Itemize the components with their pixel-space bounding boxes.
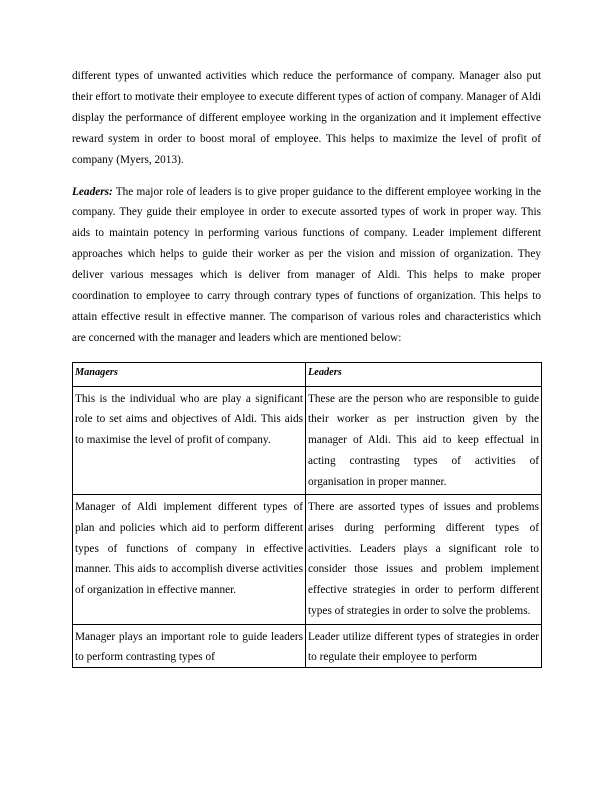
table-cell-leaders <box>306 624 542 667</box>
comparison-table <box>72 362 542 668</box>
leaders-label: Leaders: <box>72 185 113 198</box>
document-page <box>72 66 541 668</box>
table-cell-leaders: There are assorted types of issues and problems arises during performing different types of activities. Leaders plays a significant role to consider those issues and problem implement effective strategies in order to perform different types of strategies in order to solve the problems. <box>306 495 542 624</box>
header-managers: Managers <box>73 362 306 386</box>
table-cell-text: Manager plays an important role to guide leaders to perform contrasting types of <box>75 630 303 664</box>
intro-paragraph: different types of unwanted activities which reduce the performance of company. Manager also put their effort to motivate their employee to execute different types of action of company. Manager of Aldi display the performance of different employee working in the organization and it implement effective reward system in order to boost moral of employee. This helps to maximize the level of profit of company (Myers, 2013). <box>72 70 541 166</box>
header-leaders: Leaders <box>306 362 542 386</box>
table-header-row <box>73 362 542 386</box>
table-row <box>73 495 542 624</box>
table-cell-managers: Manager of Aldi implement different types of plan and policies which aid to perform different types of functions of company in effective manner. This aids to accomplish diverse activities of organization in effective manner. <box>73 495 306 624</box>
table-cell-text: Leader utilize different types of strategies in order to regulate their employee to perform <box>308 630 539 664</box>
table-cell-managers <box>73 624 306 667</box>
table-cell-leaders: These are the person who are responsible to guide their worker as per instruction given by the manager of Aldi. This aid to keep effectual in acting contrasting types of activities of organisation in proper manner. <box>306 386 542 495</box>
leaders-paragraph-text: The major role of leaders is to give proper guidance to the different employee working in the company. They guide their employee in order to execute assorted types of work in proper way. This aids to maintain potency in performing various functions of company. Leader implement different approaches which helps to guide their worker as per the vision and mission of organization. They deliver various messages which is deliver from manager of Aldi. This helps to make proper coordination to employee to carry through contrary types of functions of organization. This helps to attain effective result in effective manner. The comparison of various roles and characteristics which are concerned with the manager and leaders which are mentioned below: <box>72 185 541 344</box>
leaders-paragraph <box>72 182 541 349</box>
table-row <box>73 386 542 495</box>
table-row <box>73 624 542 667</box>
table-cell-managers: This is the individual who are play a significant role to set aims and objectives of Aldi. This aids to maximise the level of profit of company. <box>73 386 306 495</box>
